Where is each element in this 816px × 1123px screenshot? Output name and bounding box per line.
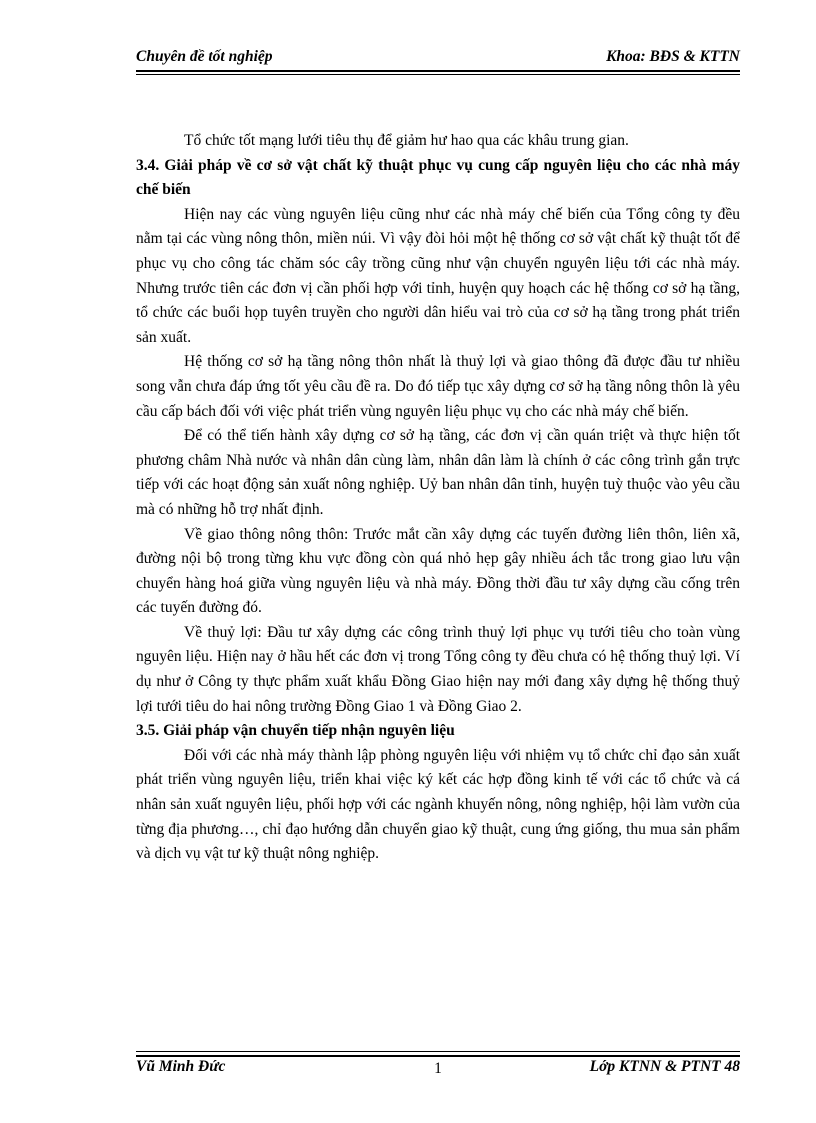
header-rule-thin [136,74,740,75]
footer-class: Lớp KTNN & PTNT 48 [589,1058,740,1075]
paragraph: Hiện nay các vùng nguyên liệu cũng như các nhà máy chế biến của Tổng công ty đều nằm tại các vùng nông thôn, miền núi. Vì vậy đòi hỏi một hệ thống cơ sở vật chất kỹ thuật tốt để phục vụ cho công tác chăm sóc cây trồng cũng như vận chuyển nguyên liệu tới các nhà máy. Nhưng trước tiên các đơn vị cần phối hợp với tỉnh, huyện quy hoạch các hệ thống cơ sở hạ tầng, tổ chức các buổi họp tuyên truyền cho người dân hiểu vai trò của cơ sở hạ tầng trong phát triển sản xuất. [136,205,740,346]
paragraph: Tổ chức tốt mạng lưới tiêu thụ để giảm hư hao qua các khâu trung gian. [184,132,629,149]
footer-rule-thin [136,1051,740,1052]
page-number: 1 [434,1060,442,1077]
paragraph: Để có thể tiến hành xây dựng cơ sở hạ tầng, các đơn vị cần quán triệt và thực hiện tốt phương châm Nhà nước và nhân dân cùng làm, nhân dân làm là chính ở các công trình gắn trực tiếp với các hoạt động sản xuất nông nghiệp. Uỷ ban nhân dân tỉnh, huyện tuỳ thuộc vào yêu cầu mà có những hỗ trợ nhất định. [136,427,740,518]
page-footer [136,1058,740,1080]
section-heading-3-5: 3.5. Giải pháp vận chuyển tiếp nhận nguyên liệu [136,722,455,740]
header-faculty: Khoa: BĐS & KTTN [606,48,740,65]
header-rule-thick [136,70,740,72]
paragraph: Hệ thống cơ sở hạ tầng nông thôn nhất là thuỷ lợi và giao thông đã được đầu tư nhiều song vẫn chưa đáp ứng tốt yêu cầu đề ra. Do đó tiếp tục xây dựng cơ sở hạ tầng nông thôn là yêu cầu cấp bách đối với việc phát triển vùng nguyên liệu phục vụ cho các nhà máy chế biến. [136,353,740,420]
paragraph: Về thuỷ lợi: Đầu tư xây dựng các công trình thuỷ lợi phục vụ tưới tiêu cho toàn vùng nguyên liệu. Hiện nay ở hầu hết các đơn vị trong Tổng công ty đều chưa có hệ thống thuỷ lợi. Ví dụ như ở Công ty thực phẩm xuất khẩu Đồng Giao hiện nay mới đang xây dựng hệ thống thuỷ lợi tưới tiêu do hai nông trường Đồng Giao 1 và Đồng Giao 2. [136,623,740,715]
page-header [136,48,740,70]
section-heading-3-4: 3.4. Giải pháp về cơ sở vật chất kỹ thuật phục vụ cung cấp nguyên liệu cho các nhà máy chế biến [136,156,740,199]
document-body [136,129,740,867]
paragraph: Về giao thông nông thôn: Trước mắt cần xây dựng các tuyến đường liên thôn, liên xã, đường nội bộ trong từng khu vực đồng còn quá nhỏ hẹp gây nhiều ách tắc trong giao lưu vận chuyển hàng hoá giữa vùng nguyên liệu và nhà máy. Đồng thời đầu tư xây dựng cầu cống trên các tuyến đường đó. [136,525,740,617]
footer-rule-thick [136,1055,740,1057]
header-title: Chuyên đề tốt nghiệp [136,48,273,65]
paragraph: Đối với các nhà máy thành lập phòng nguyên liệu với nhiệm vụ tổ chức chỉ đạo sản xuất phát triển vùng nguyên liệu, triển khai việc ký kết các hợp đồng kinh tế với các tổ chức và cá nhân sản xuất nguyên liệu, phối hợp với các ngành khuyến nông, nông nghiệp, hội làm vườn của từng địa phương…, chỉ đạo hướng dẫn chuyển giao kỹ thuật, cung ứng giống, thu mua sản phẩm và dịch vụ vật tư kỹ thuật nông nghiệp. [136,746,740,863]
footer-author: Vũ Minh Đức [136,1058,226,1075]
